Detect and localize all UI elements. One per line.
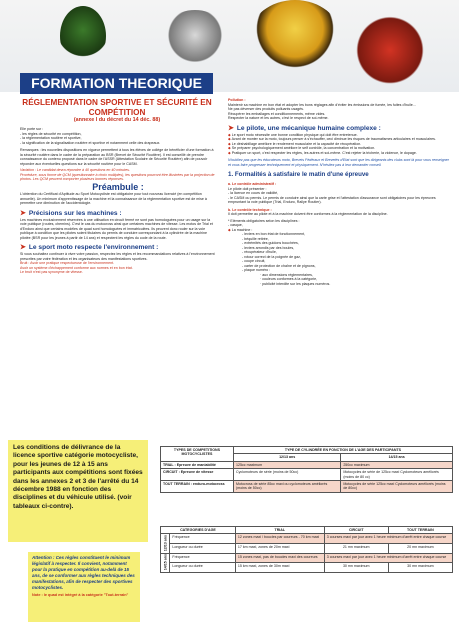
arrow-icon: ➤ [20, 244, 26, 251]
age-label: 14/15 ans [161, 553, 170, 572]
table-cell: 30 mn maximum [324, 563, 388, 573]
table-cell: TRIAL : Epreuve de maniabilité [161, 461, 234, 468]
pilote-note: N'oubliez pas que les éducateurs moto, Brevets Fédéraux et Brevetés d'Etat sont que les dirigeants des clubs sont là pour vous renseigner et vous faire progresser techniquement et physiquement. N'hésitez pas à leur demander conseil. [228, 158, 449, 167]
table-header: TYPE DE CYLINDRÉE EN FONCTION DE L'AGE DES PARTICIPANTS [234, 447, 453, 454]
licence-info-box [8, 440, 148, 542]
admin-title: a. Le contrôle administratif : [228, 182, 277, 186]
attention-text: Attention : Ces règles constituent le minimum législatif à respecter. Il convient, notamment pour la pratique en compétition au-delà de 15 ans, de se conformer aux règles techniques des manifestations, afin de respecter des sportives motocyclistes. [32, 555, 135, 590]
left-column [20, 127, 216, 275]
pollution-item: Respecter la nature et les autres, c'est le respect de soi-même. [228, 116, 329, 120]
pilote-heading [228, 125, 450, 133]
table-cell: 20 mn maximum [388, 544, 452, 554]
table-cell: Motocycles de série de 125cc maxi Cyclomoteurs améliorés (moins de 80 cc) [341, 469, 453, 481]
tech-text: Il doit permettre au pilote et à la machine doivent être conformes à la réglementation de la discipline. [228, 212, 388, 216]
machine-item: - rotour correct de la poignée de gaz, [242, 254, 301, 259]
remarques-text: Remarques : les nouvelles dispositions en vigueur permettent à tous les élèves de collège de bénéficier d'une formation à la sécurité routière dans le cadre de la préparation au BSR (Brevet de Sécurité Routière). Il est conseillé de prendre connaissance du contenu proposé dans le cadre de l'ASSR (Attestation Scolaire de Sécurité Routière) afin de pouvoir répondre aux éventuelles questions sur la sécurité routière pour le CASM. [20, 148, 214, 166]
pollution-title: Pollution : [228, 98, 246, 102]
machine-item: - leviers arrondis par des boules, [242, 245, 295, 250]
machine-item: - coupe circuit, [242, 259, 266, 263]
table-cell: 17 km maxi, zones de 20m maxi [235, 544, 324, 554]
table-header: 14/15 ans [341, 454, 453, 461]
machine-item: - carter de protection de chaîne et de pignons, [242, 263, 316, 268]
table-row [161, 553, 453, 563]
environnement-title: Le sport moto respecte l'environnement : [28, 244, 159, 251]
rider-photo-3 [250, 0, 340, 72]
pilote-item: ◆ Pratiquer un sport, c'est respecter les règles, les autres et soi-même. C'est rejeter la tricherie, la violence, le dopage. [228, 150, 417, 155]
machine-item: - extrémités des guidons bouchées, [242, 241, 299, 245]
bruit-text-2: Avoir un système d'échappement conforme aux normes et en bon état. [20, 265, 133, 270]
table-cell: Cyclomoteurs de série (moins de 50cc) [234, 469, 341, 481]
table-cell: Motocycles de série 125cc maxi Cyclomoteurs améliorés (moins de 80cc) [341, 481, 453, 493]
table-header: TOUT TERRAIN [388, 527, 452, 534]
table-cell: Motocross de série 85cc maxi ou cyclomoteurs améliorés (moins de 50cc) [234, 481, 341, 493]
machine-item: · aux dimensions réglementaires, [260, 272, 313, 277]
table-cell: Fréquence [170, 553, 235, 563]
tech-lead: * Eléments obligatoires selon les disciplines : [228, 218, 300, 223]
formalites-title: 1. Formalités à satisfaire le matin d'une épreuve [228, 171, 369, 178]
machine-item: - béquille retirée, [242, 236, 269, 241]
pollution-item: Maintenir sa machine en bon état et adopter les bons réglages afin d'éviter les émissions de fumée, les fuites d'huile... [228, 102, 416, 107]
preambule-title: Préambule : [92, 181, 144, 192]
variation-text: Variation : Le candidat devra répondre à 40 questions en 40 minutes. [20, 168, 130, 172]
machine-heading: ◆ La machine : [228, 227, 253, 232]
table-header: CATEGORIES D'AGE [161, 527, 236, 534]
pilote-title: Le pilote, une mécanique humaine complexe : [236, 124, 381, 132]
table-cell: 15 km maxi, zones de 30m maxi [235, 563, 324, 573]
table-cell: 3 courses maxi par jour avec 1 heure minimum d'arrêt entre chaque course [324, 534, 452, 544]
table-row [161, 469, 453, 481]
table-header: TYPES DE COMPETITIONS MOTOCYCLISTES [161, 447, 234, 462]
rider-photo-4 [350, 16, 430, 92]
table-cell: 30 mn maximum [388, 563, 452, 573]
environnement-heading [20, 244, 216, 252]
pilote-item: ◆ Avant de monter sur la moto, toujours penser à s'échauffer, ceci diminue les risques de traumatismes articulaires et musculaires. [228, 137, 436, 141]
machine-list [228, 232, 450, 286]
tech-title: b. Le contrôle technique : [228, 207, 272, 212]
procedure-text: Procédure, sous forme de QCM (questionnaire à choix multiples), les questions pourront être illustrées par la projection de photos. Les QCM peuvent comporter plusieurs bonnes réponses. [20, 172, 215, 181]
casque-item: - casque, [228, 223, 243, 227]
table-cell: TOUT TERRAIN : enduro-motocross [161, 481, 234, 493]
subtitle-note: (annexe I du décret du 14 déc. 88) [73, 117, 161, 123]
subtitle: RÉGLEMENTATION SPORTIVE ET SÉCURITÉ EN COMPÉTITION [22, 98, 212, 117]
age-label: 12/13 ans [161, 534, 170, 553]
table-header: CIRCUIT [324, 527, 388, 534]
pilote-item: ◆ Le sport moto nécessite une bonne condition physique qui doit être entretenue. [228, 132, 358, 137]
table-cell: Longueur ou durée [170, 563, 235, 573]
machines-text: Les machines exclusivement réservées à une utilisation en circuit fermé ne sont pas homologuées pour un usage sur la voie publique (routes, chemins). C'est le cas du motocross ainsi que certaines machines de vitesse. Les motos de Trial et d'Enduro ainsi que certains modèles de quad sont homologuées et immatriculées. Ils peuvent donc rouler sur la voie publique à condition que les pilotes soient titulaires du permis de conduire correspondant à la cylindrée de la machine pilotée (BSR pour les jeunes à partir de 14 ans) et respectent les règles du code de la route. [20, 217, 213, 240]
quad-note: Note : le quad est intégré à la catégorie "Tout-terrain" [32, 593, 129, 597]
intro-item: - la réglementation routière et sportive, [20, 136, 82, 140]
table-cell: Fréquence [170, 534, 235, 544]
banner-title: FORMATION THEORIQUE [20, 73, 213, 94]
table-cell: 12 zones maxi / boucles par coureurs - 70 km maxi [235, 534, 324, 544]
environnement-text: Si vous souhaitez continuer à vivre votre passion, respectez les règles et les recommandations relatives à l'environnement prescrites par votre fédération et les organisateurs des manifestations sportives. [20, 252, 215, 261]
pollution-item: Récupérer les emballages et conditionnements, même vides. [228, 111, 326, 116]
table-row [161, 481, 453, 493]
preambule-text: L'obtention du Certificat d'Aptitude au Sport Motocycliste est obligatoire pour tout nouveau licencié (en compétition annuelle). Un minimum d'apprentissage de la machine et la connaissance de la réglementation sportive est de mise à permettre une diminution de l'accidentologie. [20, 192, 207, 205]
machine-item: - récupérateur d'huile, [242, 250, 277, 254]
machines-heading [20, 210, 216, 218]
machine-item: · couleurs conformes à la catégorie, [260, 277, 318, 281]
table-header: TRIAL [235, 527, 324, 534]
pollution-item: Ne pas déverser des produits polluants usagés. [228, 107, 304, 111]
bruit-text-3: Le bruit n'est pas synonyme de vitesse. [20, 270, 83, 274]
table-cell: Longueur ou durée [170, 544, 235, 554]
rider-photo-1 [60, 6, 106, 66]
machine-item: - leviers en bon état de fonctionnement, [242, 232, 306, 236]
arrow-icon: ➤ [228, 124, 234, 132]
table-row [161, 461, 453, 468]
attention-box [28, 552, 140, 622]
table-row [161, 534, 453, 544]
arrow-icon: ➤ [20, 209, 26, 217]
machine-item: - plaque numéro : [242, 268, 271, 272]
admin-item: - le CASM ou permis. Le permis de conduire ainsi que la carte grise et l'attestation d'assurance sont obligatoires pour les épreuves empruntant la voie publique (Trial, Enduro, Rallye Routier). [228, 195, 436, 204]
licence-info-text: Les conditions de délivrance de la licence sportive catégorie motocycliste, pour les jeunes de 12 à 15 ans participants aux compétitions sont fixées dans les annexes 2 et 3 de l'arrêté du 14 décembre 1988 en fonction des disciplines et du véhicule utilisé. (voir tableaux ci-contre). [13, 444, 143, 510]
admin-item: - la licence en cours de validité, [228, 191, 279, 195]
table-cell: 250cc maximum [341, 461, 453, 468]
admin-lead: Le pilote doit présenter : [228, 186, 267, 191]
pilote-item: ◆ Se préparer psychologiquement améliore le self contrôle, la concentration et la motivation. [228, 146, 376, 150]
table-cell: 3 courses maxi par jour avec 1 heure minimum d'arrêt entre chaque course [324, 553, 452, 563]
table-cell: CIRCUIT : Epreuve de vitesse [161, 469, 234, 481]
machine-item: · publicité interdite sur les plaques numéros. [260, 281, 331, 286]
table-cell: 15 zones maxi, pas de boucles maxi des coureurs [235, 553, 324, 563]
machines-title: Précisions sur les machines : [28, 209, 122, 217]
age-categories-table [160, 526, 453, 573]
table-cell: 21 mn maximum [324, 544, 388, 554]
competition-types-table [160, 446, 453, 493]
intro-lead: Elle porte sur : [20, 127, 44, 131]
intro-item: - la signification de la signalisation routière et sportive et notamment celle des drapeaux. [20, 140, 161, 145]
bruit-text: Bruit : Avoir une pratique respectueuse de l'environnement. [20, 261, 115, 265]
rider-photo-2 [160, 10, 230, 66]
table-header: 12/13 ans [234, 454, 341, 461]
pilote-item: ◆ Le déshabillage améliore le rendement musculaire et la capacité de récupération. [228, 141, 362, 146]
table-row [161, 563, 453, 573]
intro-item: - les règles de sécurité en compétition, [20, 131, 82, 136]
right-column [228, 98, 450, 286]
table-row [161, 544, 453, 554]
table-cell: 125cc maximum [234, 461, 341, 468]
